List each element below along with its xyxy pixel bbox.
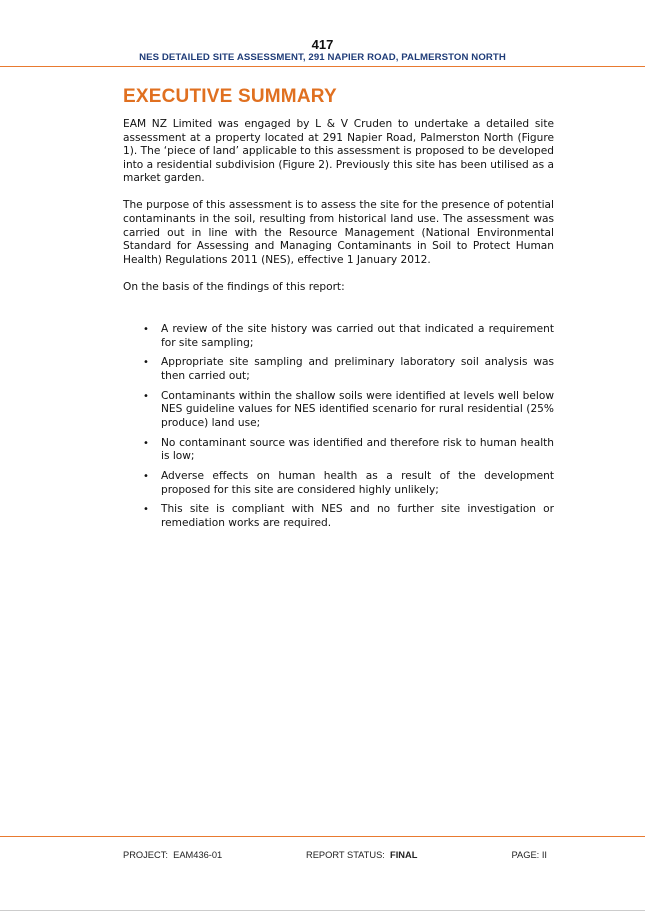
finding-text: No contaminant source was identified and therefore risk to human health is low; [161, 436, 554, 463]
finding-text: A review of the site history was carried out that indicated a requirement for site sampling; [161, 323, 554, 349]
finding-text: Contaminants within the shallow soils were identified at levels well below NES guideline values for NES identified scenario for rural residential (25% produce) land use; [161, 389, 554, 429]
footer-rule [0, 836, 645, 837]
footer-status-value: FINAL [390, 850, 418, 860]
finding-item [143, 503, 554, 530]
bullet-icon: • [143, 504, 149, 516]
summary-body [123, 118, 554, 308]
header-rule [0, 66, 645, 67]
footer-project-label: PROJECT: [123, 850, 168, 860]
paragraph-purpose: The purpose of this assessment is to assess the site for the presence of potential contaminants in the soil, resulting from historical land use. The assessment was carried out in line with the Resource Management (National Environmental Standard for Assessing and Managing Contaminants in Soil to Protect Human Health) Regulations 2011 (NES), effective 1 January 2012. [123, 199, 554, 266]
bullet-icon: • [143, 471, 149, 483]
finding-item [143, 356, 554, 383]
footer-project [123, 849, 222, 861]
bullet-icon: • [143, 437, 149, 449]
findings-list [143, 323, 554, 537]
finding-item [143, 323, 554, 350]
finding-item [143, 437, 554, 464]
running-header: NES DETAILED SITE ASSESSMENT, 291 NAPIER ROAD, PALMERSTON NORTH [139, 52, 506, 63]
section-title: EXECUTIVE SUMMARY [123, 86, 337, 107]
footer-report-status [306, 849, 417, 861]
finding-text: Appropriate site sampling and preliminary laboratory soil analysis was then carried out; [161, 356, 554, 382]
footer-status-label: REPORT STATUS: [306, 850, 385, 860]
finding-item [143, 390, 554, 431]
footer-page-label: PAGE: II [511, 850, 547, 860]
bullet-icon: • [143, 357, 149, 369]
paragraph-findings-intro: On the basis of the findings of this report: [123, 280, 345, 293]
finding-text: Adverse effects on human health as a result of the development proposed for this site are considered highly unlikely; [161, 470, 554, 496]
page-number: 417 [311, 37, 334, 52]
page-edge [0, 910, 645, 911]
finding-item [143, 470, 554, 497]
paragraph-engagement: EAM NZ Limited was engaged by L & V Cruden to undertake a detailed site assessment at a property located at 291 Napier Road, Palmerston North (Figure 1). The ‘piece of land’ applicable to this assessment is proposed to be developed into a residential subdivision (Figure 2). Previously this site has been utilised as a market garden. [123, 118, 554, 185]
footer-project-value: EAM436-01 [173, 850, 223, 860]
finding-text: This site is compliant with NES and no further site investigation or remediation works are required. [161, 503, 554, 530]
bullet-icon: • [143, 390, 149, 402]
bullet-icon: • [143, 324, 149, 335]
